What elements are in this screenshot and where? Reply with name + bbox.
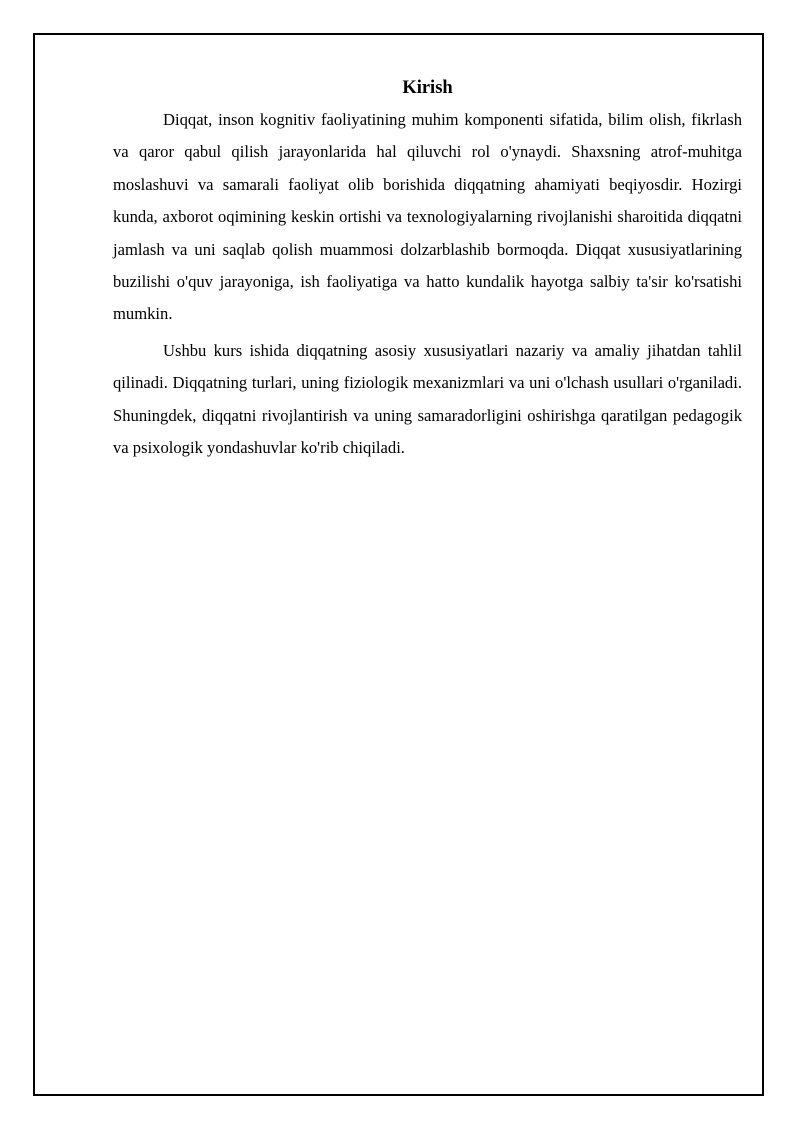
section-title: Kirish: [402, 78, 453, 98]
paragraph: Ushbu kurs ishida diqqatning asosiy xususiyatlari nazariy va amaliy jihatdan tahlil qilinadi. Diqqatning turlari, uning fiziologik mexanizmlari va uni o'lchash usullari o'rganiladi. Shuningdek, diqqatni rivojlantirish va uning samaradorligini oshirishga qaratilgan pedagogik va psixologik yondashuvlar ko'rib chiqiladi.: [113, 340, 742, 458]
paragraph: Diqqat, inson kognitiv faoliyatining muhim komponenti sifatida, bilim olish, fikrlash va qaror qabul qilish jarayonlarida hal qiluvchi rol o'ynaydi. Shaxsning atrof-muhitga moslashuvi va samarali faoliyat olib borishida diqqatning ahamiyati beqiyosdir. Hozirgi kunda, axborot oqimining keskin ortishi va texnologiyalarning rivojlanishi sharoitida diqqatni jamlash va uni saqlab qolish muammosi dolzarblashib bormoqda. Diqqat xususiyatlarining buzilishi o'quv jarayoniga, ish faoliyatiga va hatto kundalik hayotga salbiy ta'sir ko'rsatishi mumkin.: [113, 110, 742, 324]
document-body: [113, 72, 742, 464]
